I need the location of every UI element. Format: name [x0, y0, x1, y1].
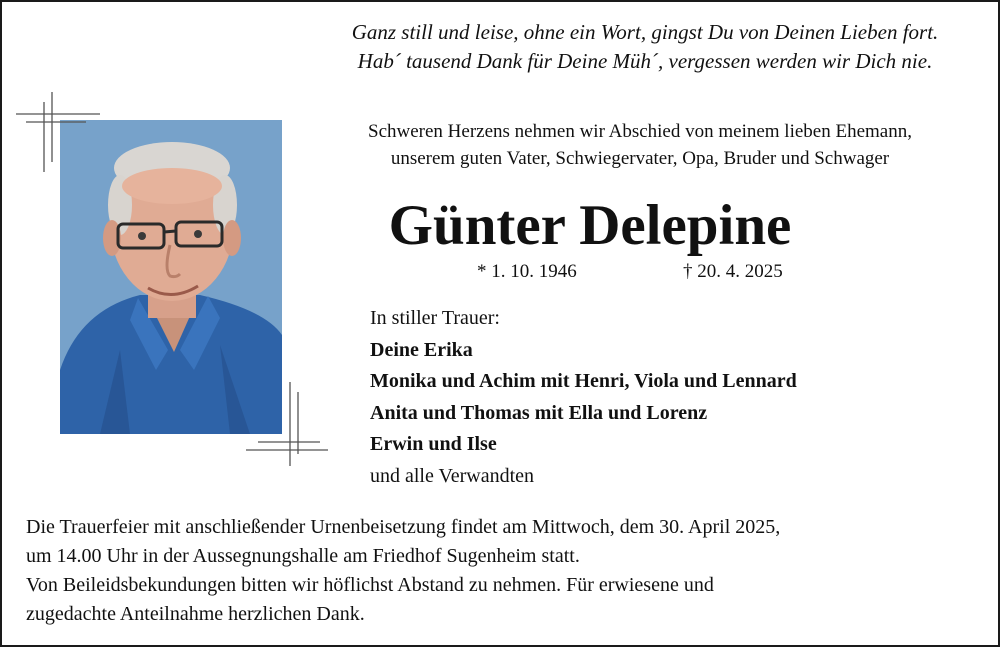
mourners-footer: und alle Verwandten	[370, 464, 535, 487]
death-date: † 20. 4. 2025	[683, 261, 783, 282]
cross-lines-icon	[16, 92, 102, 174]
motto	[300, 18, 990, 76]
cross-lines-icon	[246, 382, 330, 468]
mourners-list	[370, 303, 970, 492]
closing-text	[26, 513, 986, 629]
motto-line: Ganz still und leise, ohne ein Wort, gingst Du von Deinen Lieben fort.	[351, 20, 939, 44]
deceased-name: Günter Delepine	[388, 194, 792, 257]
closing-line: Von Beileidsbekundungen bitten wir höflichst Abstand zu nehmen. Für erwiesene und	[26, 574, 714, 596]
intro-line: unserem guten Vater, Schwiegervater, Opa, Bruder und Schwager	[390, 148, 890, 169]
mourner-name: Monika und Achim mit Henri, Viola und Lennard	[370, 370, 797, 392]
motto-line: Hab´ tausend Dank für Deine Müh´, vergessen werden wir Dich nie.	[357, 49, 933, 73]
intro-text	[300, 118, 980, 172]
closing-line: zugedachte Anteilnahme herzlichen Dank.	[26, 603, 365, 625]
mourner-name: Erwin und Ilse	[370, 433, 497, 455]
mourner-name: Deine Erika	[370, 338, 473, 361]
mourner-name: Anita und Thomas mit Ella und Lorenz	[370, 401, 708, 424]
birth-date: * 1. 10. 1946	[477, 261, 577, 282]
intro-line: Schweren Herzens nehmen wir Abschied von meinem lieben Ehemann,	[368, 121, 912, 142]
closing-line: Die Trauerfeier mit anschließender Urnenbeisetzung findet am Mittwoch, dem 30. April 2025,	[26, 516, 781, 538]
mourners-heading: In stiller Trauer:	[370, 307, 500, 329]
closing-line: um 14.00 Uhr in der Aussegnungshalle am Friedhof Sugenheim statt.	[26, 545, 580, 567]
